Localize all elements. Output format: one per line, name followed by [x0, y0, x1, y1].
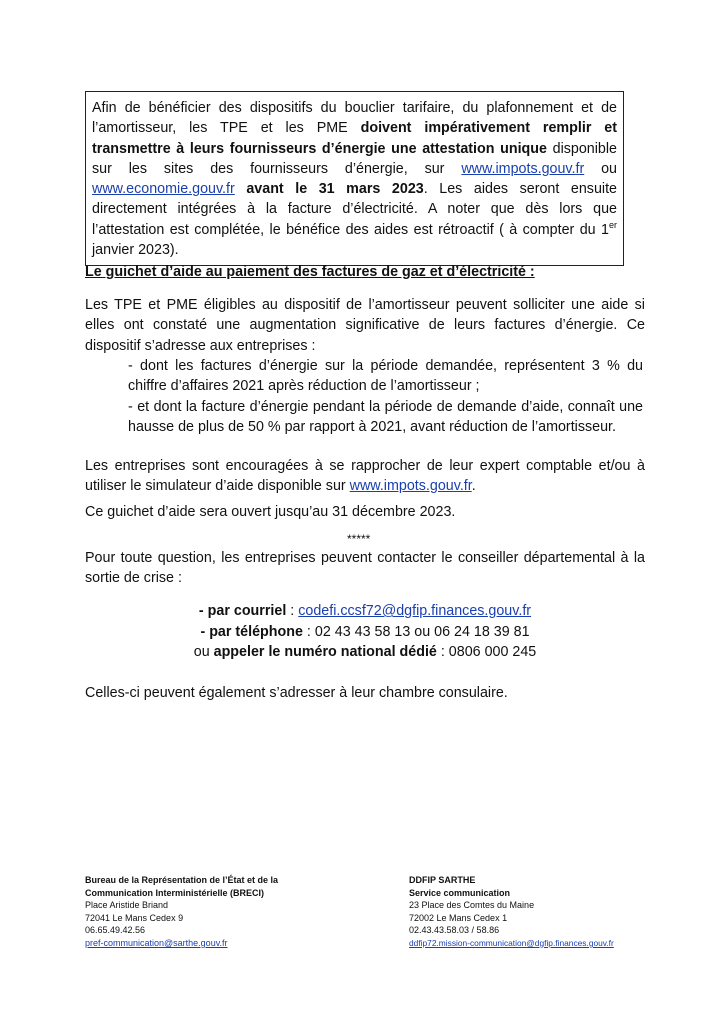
notice-text — [235, 181, 247, 197]
contact-national-line — [85, 642, 645, 662]
phone-value: : 02 43 43 58 13 ou 06 24 18 39 81 — [302, 624, 530, 640]
deadline-bold: avant le 31 mars 2023 — [246, 181, 424, 198]
footer-left-line5: 06.65.49.42.56 — [85, 925, 146, 936]
notice-text: Afin de bénéficier des dispositifs du bouclier tarifaire, du plafonnement et de l’amortisseur, les TPE et les PME — [92, 100, 617, 137]
notice-text: ou — [584, 160, 618, 177]
encourage-text: Les entreprises sont encouragées à se rapprocher de leur expert comptable et/ou à utiliser le simulateur d’aide disponible sur — [85, 458, 645, 495]
national-label: appeler le numéro national dédié — [213, 644, 437, 660]
footer-right-line5: 02.43.43.58.03 / 58.86 — [409, 925, 500, 936]
footer-left-line3: Place Aristide Briand — [85, 900, 169, 911]
footer-right-email[interactable]: ddfip72.mission-communication@dgfip.finances.gouv.fr — [409, 937, 614, 948]
footer-right-line2: Service communication — [409, 887, 511, 898]
contact-email-line — [85, 601, 645, 621]
impots-link[interactable]: www.impots.gouv.fr — [461, 160, 585, 177]
footer-right-line4: 72002 Le Mans Cedex 1 — [409, 912, 508, 923]
simulator-link[interactable]: www.impots.gouv.fr — [349, 478, 472, 495]
footer-left-line2: Communication Interministérielle (BRECI) — [85, 887, 265, 898]
footer-left-line1: Bureau de la Représentation de l’État et de la — [85, 875, 279, 885]
attestation-notice-box — [85, 91, 624, 266]
encourage-end: . — [471, 478, 476, 495]
national-value: : 0806 000 245 — [436, 644, 537, 660]
contact-phone-line — [85, 622, 645, 642]
contact-email-link[interactable]: codefi.ccsf72@dgfip.finances.gouv.fr — [298, 603, 532, 619]
email-sep: : — [286, 603, 299, 619]
economie-link[interactable]: www.economie.gouv.fr — [92, 181, 235, 198]
footer-left-email[interactable]: pref-communication@sarthe.gouv.fr — [85, 937, 228, 948]
footer-breci — [85, 874, 325, 950]
notice-bold: doivent impérativement remplir et transmettre à leurs fournisseurs d’énergie une attestation unique — [92, 120, 617, 157]
criteria-item-2: - et dont la facture d’énergie pendant la période de demande d’aide, connaît une hausse de plus de 50 % par rapport à 2021, avant réduction de l’amortisseur. — [128, 399, 643, 436]
separator-stars: ***** — [347, 532, 371, 546]
notice-text: janvier 2023). — [92, 242, 179, 259]
footer-left-line4: 72041 Le Mans Cedex 9 — [85, 912, 184, 923]
criteria-item-1: - dont les factures d’énergie sur la période demandée, représentent 3 % du chiffre d’affaires 2021 après réduction de l’amortisseur ; — [128, 358, 643, 395]
superscript-er: er — [608, 220, 617, 231]
encourage-paragraph — [85, 456, 645, 497]
open-until-text: Ce guichet d’aide sera ouvert jusqu’au 31 décembre 2023. — [85, 504, 456, 520]
footer-right-line3: 23 Place des Comtes du Maine — [409, 900, 535, 911]
notice-text: . Les aides seront ensuite directement intégrées à la facture d’électricité. A noter que dès lors que l’attestation est complétée, le bénéfice des aides est rétroactif ( à compter du 1 — [92, 181, 617, 238]
guichet-intro: Les TPE et PME éligibles au dispositif de l’amortisseur peuvent solliciter une aide si elles ont constaté une augmentation significative de leurs factures d’énergie. Ce dispositif s’adresse aux entreprises : — [85, 297, 645, 354]
guichet-heading: Le guichet d’aide au paiement des factures de gaz et d’électricité : — [85, 264, 535, 280]
email-label: - par courriel — [198, 603, 287, 619]
contact-intro: Pour toute question, les entreprises peuvent contacter le conseiller départemental à la sortie de crise : — [85, 550, 645, 587]
national-prefix: ou — [193, 644, 214, 660]
footer-ddfip — [409, 874, 649, 950]
notice-text: disponible sur les sites des fournisseurs d’énergie, sur — [92, 140, 618, 177]
footer-right-line1: DDFIP SARTHE — [409, 875, 476, 885]
phone-label: - par téléphone — [200, 624, 303, 640]
chambre-consulaire-text: Celles-ci peuvent également s’adresser à leur chambre consulaire. — [85, 685, 508, 701]
